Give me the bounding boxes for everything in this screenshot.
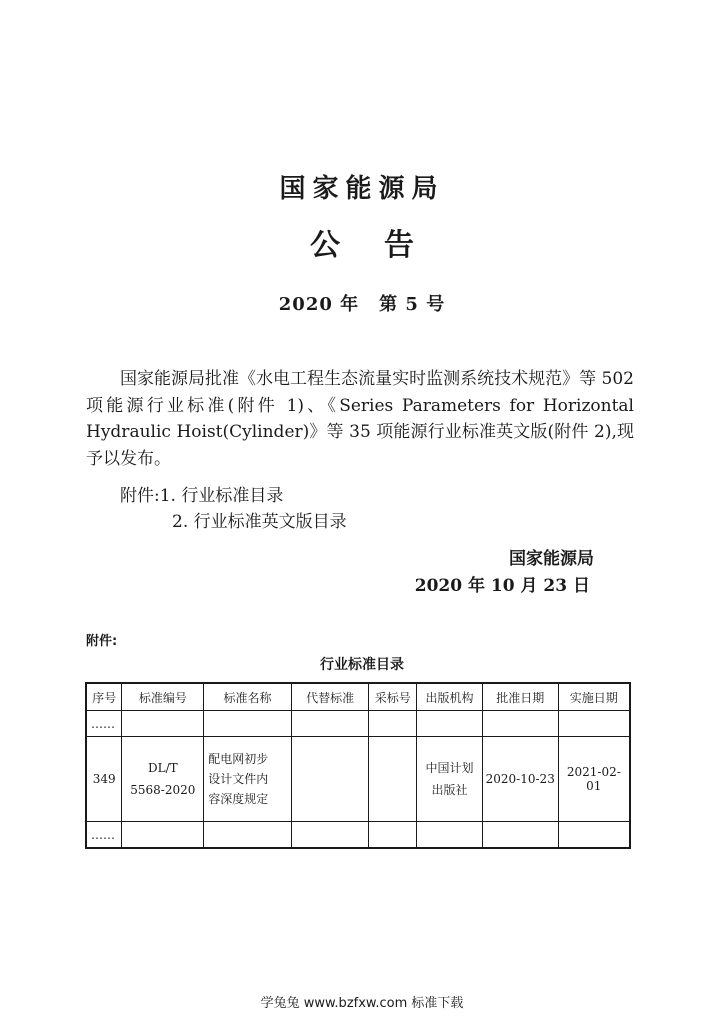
col-header-code: 标准编号 bbox=[122, 683, 204, 711]
table-header-row bbox=[86, 683, 630, 711]
agency-title: 国家能源局 bbox=[279, 174, 445, 204]
cell-seq: 349 bbox=[86, 737, 122, 822]
empty-cell bbox=[291, 822, 369, 849]
empty-cell bbox=[122, 711, 204, 737]
cell-effective-date: 2021-02-01 bbox=[558, 737, 630, 822]
cell-publisher bbox=[417, 737, 483, 822]
col-header-effective-date: 实施日期 bbox=[558, 683, 630, 711]
document-type-title: 公告 bbox=[310, 228, 458, 263]
cell-publisher-line1: 中国计划 bbox=[425, 761, 474, 775]
empty-cell bbox=[369, 822, 417, 849]
footer-watermark: 学兔兔 www.bzfxw.com 标准下载 bbox=[260, 996, 464, 1011]
col-header-publisher: 出版机构 bbox=[417, 683, 483, 711]
empty-cell bbox=[417, 822, 483, 849]
empty-cell bbox=[291, 711, 369, 737]
table-title: 行业标准目录 bbox=[320, 657, 404, 673]
cell-name-line2: 设计文件内 bbox=[208, 772, 269, 786]
cell-adopted bbox=[369, 737, 417, 822]
announcement-paragraph: 国家能源局批准《水电工程生态流量实时监测系统技术规范》等 502 项能源行业标准(附件 1)、《Series Parameters for Horizontal Hydraulic Hoist(Cylinder)》等 35 项能源行业标准英文版(附件 2),现予以发布。 bbox=[86, 369, 634, 469]
empty-cell bbox=[482, 711, 558, 737]
table-row-ellipsis-top bbox=[86, 711, 630, 737]
cell-code-line2: 5568-2020 bbox=[130, 783, 196, 797]
announcement-body bbox=[86, 366, 634, 472]
col-header-adopted: 采标号 bbox=[369, 683, 417, 711]
table-row bbox=[86, 737, 630, 822]
cell-approval-date: 2020-10-23 bbox=[482, 737, 558, 822]
standards-table bbox=[85, 682, 631, 849]
table-row-ellipsis-bottom bbox=[86, 822, 630, 849]
empty-cell bbox=[204, 822, 292, 849]
cell-name-line1: 配电网初步 bbox=[208, 752, 269, 766]
cell-code-line1: DL/T bbox=[148, 761, 178, 775]
ellipsis-cell: …… bbox=[86, 822, 122, 849]
attachment-item-2: 2. 行业标准英文版目录 bbox=[172, 512, 347, 532]
signature-org: 国家能源局 bbox=[509, 549, 594, 569]
col-header-seq: 序号 bbox=[86, 683, 122, 711]
empty-cell bbox=[482, 822, 558, 849]
empty-cell bbox=[558, 711, 630, 737]
empty-cell bbox=[204, 711, 292, 737]
col-header-approval-date: 批准日期 bbox=[482, 683, 558, 711]
cell-publisher-line2: 出版社 bbox=[431, 783, 468, 797]
issue-no: 第 5 号 bbox=[379, 294, 446, 315]
attachment-item-1: 附件:1. 行业标准目录 bbox=[120, 486, 284, 506]
ellipsis-cell: …… bbox=[86, 711, 122, 737]
empty-cell bbox=[417, 711, 483, 737]
cell-name bbox=[204, 737, 292, 822]
empty-cell bbox=[558, 822, 630, 849]
cell-name-line3: 容深度规定 bbox=[208, 792, 269, 806]
cell-replaces bbox=[291, 737, 369, 822]
col-header-replaces: 代替标准 bbox=[291, 683, 369, 711]
empty-cell bbox=[122, 822, 204, 849]
col-header-name: 标准名称 bbox=[204, 683, 292, 711]
cell-code bbox=[122, 737, 204, 822]
signature-date: 2020 年 10 月 23 日 bbox=[414, 576, 590, 596]
issue-number bbox=[0, 290, 724, 316]
empty-cell bbox=[369, 711, 417, 737]
issue-year: 2020 年 bbox=[278, 294, 360, 315]
annex-label: 附件: bbox=[86, 634, 118, 649]
